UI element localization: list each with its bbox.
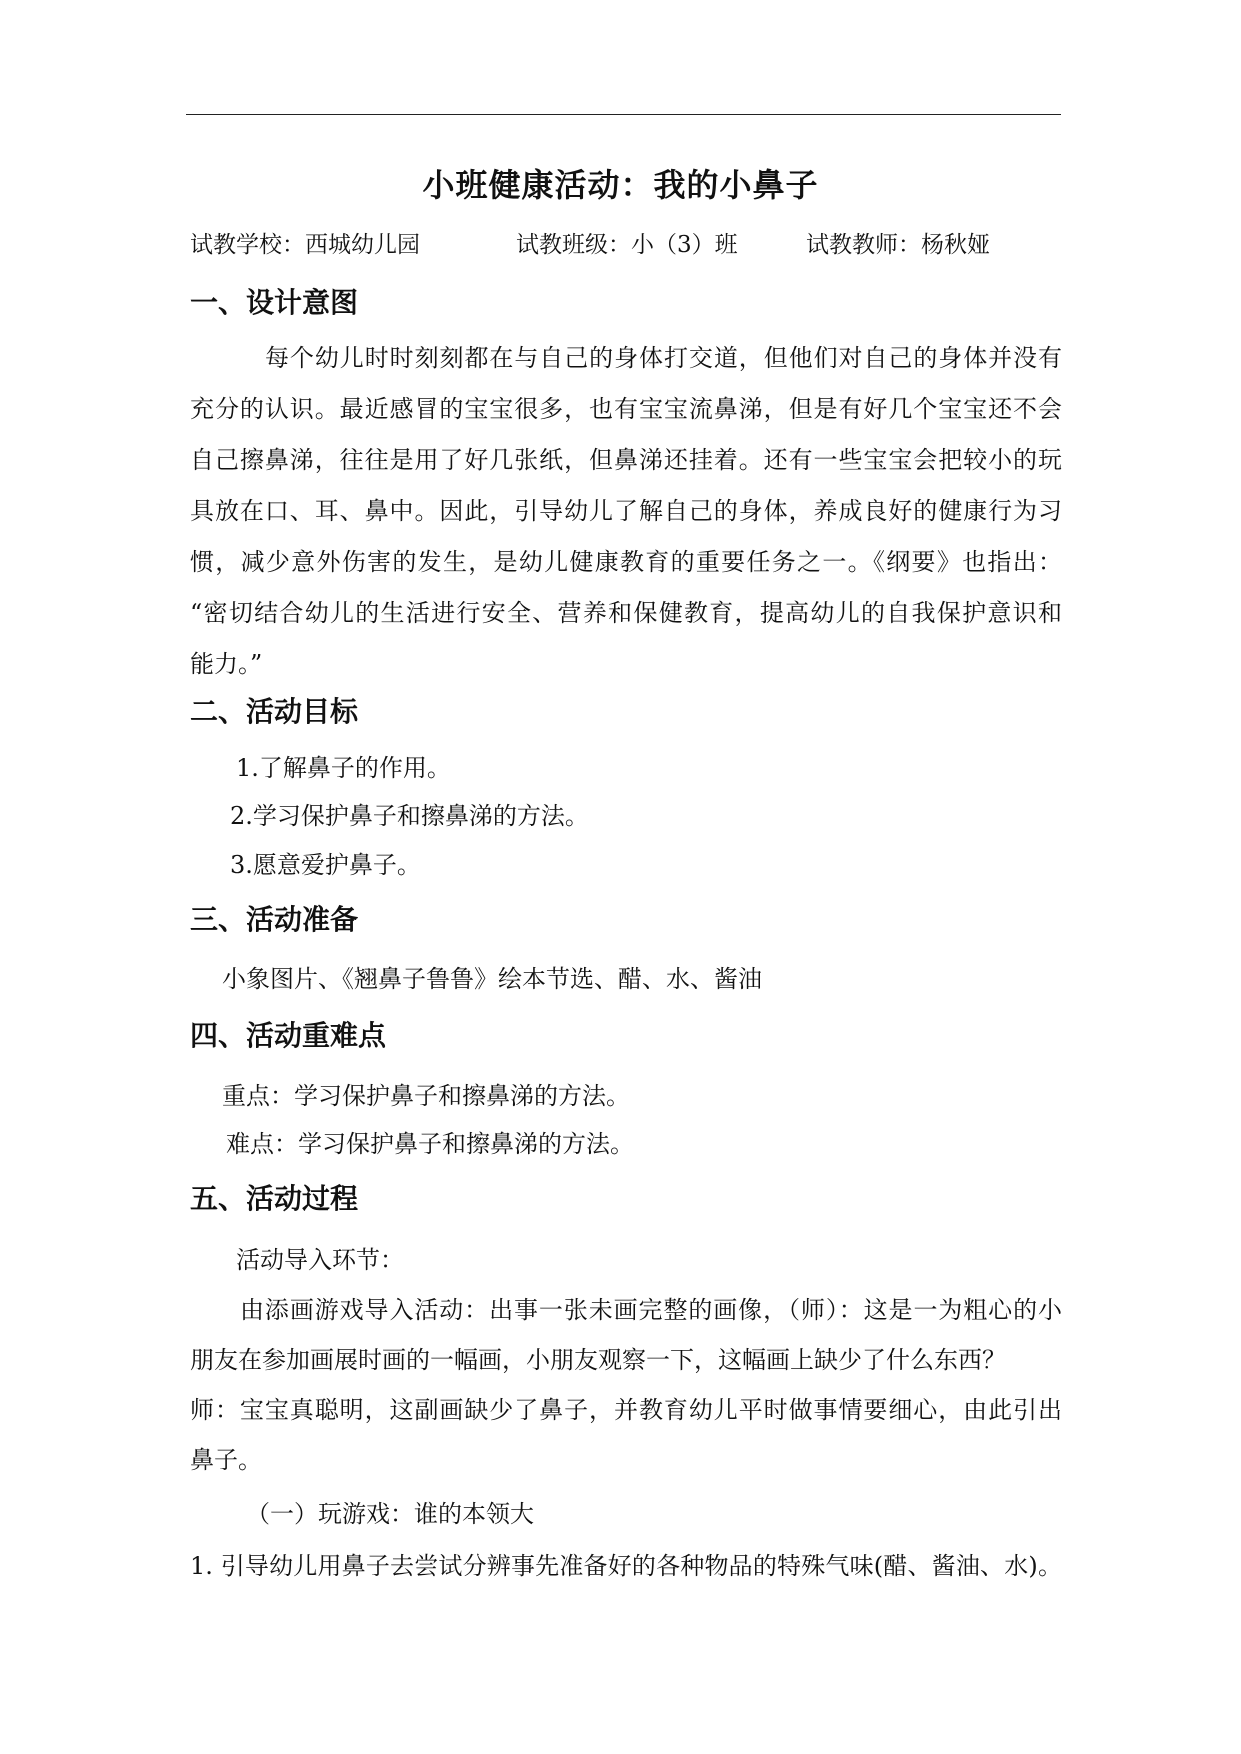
paragraph-line: 惯，减少意外伤害的发生，是幼儿健康教育的重要任务之一。《纲要》也指出： [190,548,1062,576]
process-intro: 活动导入环节： [236,1246,404,1274]
key-point: 重点：学习保护鼻子和擦鼻涕的方法。 [222,1082,630,1110]
paragraph-line: 具放在口、耳、鼻中。因此，引导幼儿了解自己的身体，养成良好的健康行为习 [190,497,1062,525]
list-item: 3.愿意爱护鼻子。 [230,851,421,879]
difficult-point: 难点：学习保护鼻子和擦鼻涕的方法。 [226,1130,634,1158]
header-rule [186,114,1061,115]
paragraph-line: “密切结合幼儿的生活进行安全、营养和保健教育，提高幼儿的自我保护意识和 [190,599,1062,627]
section-heading-4: 四、活动重难点 [190,1019,387,1052]
section-heading-2: 二、活动目标 [190,695,359,728]
paragraph-line: 师：宝宝真聪明，这副画缺少了鼻子，并教育幼儿平时做事情要细心，由此引出 [190,1396,1062,1424]
page-title: 小班健康活动：我的小鼻子 [422,166,819,204]
section-heading-3: 三、活动准备 [190,903,359,936]
paragraph-line: 每个幼儿时时刻刻都在与自己的身体打交道，但他们对自己的身体并没有 [265,344,1062,372]
info-class: 试教班级：小（3）班 [516,232,738,258]
section-heading-5: 五、活动过程 [190,1182,359,1215]
paragraph-line: 自己擦鼻涕，往往是用了好几张纸，但鼻涕还挂着。还有一些宝宝会把较小的玩 [190,446,1062,474]
paragraph-line: 能力。” [190,650,263,678]
paragraph-line: 充分的认识。最近感冒的宝宝很多，也有宝宝流鼻涕，但是有好几个宝宝还不会 [190,395,1062,423]
info-school: 试教学校：西城幼儿园 [190,232,420,258]
paragraph-line: 鼻子。 [190,1446,262,1474]
subsection-heading: （一）玩游戏：谁的本领大 [246,1500,534,1528]
list-item: 2.学习保护鼻子和擦鼻涕的方法。 [230,802,589,830]
info-teacher: 试教教师：杨秋娅 [806,232,990,258]
paragraph-line: 朋友在参加画展时画的一幅画，小朋友观察一下，这幅画上缺少了什么东西？ [190,1346,1006,1374]
preparation-text: 小象图片、《翘鼻子鲁鲁》绘本节选、醋、水、酱油 [222,965,762,993]
paragraph-line: 由添画游戏导入活动：出事一张未画完整的画像，（师）：这是一为粗心的小 [240,1296,1062,1324]
section-heading-1: 一、设计意图 [190,286,359,319]
list-item: 1.了解鼻子的作用。 [236,754,451,782]
step-item: 1. 引导幼儿用鼻子去尝试分辨事先准备好的各种物品的特殊气味(醋、酱油、水)。 [190,1552,1062,1580]
